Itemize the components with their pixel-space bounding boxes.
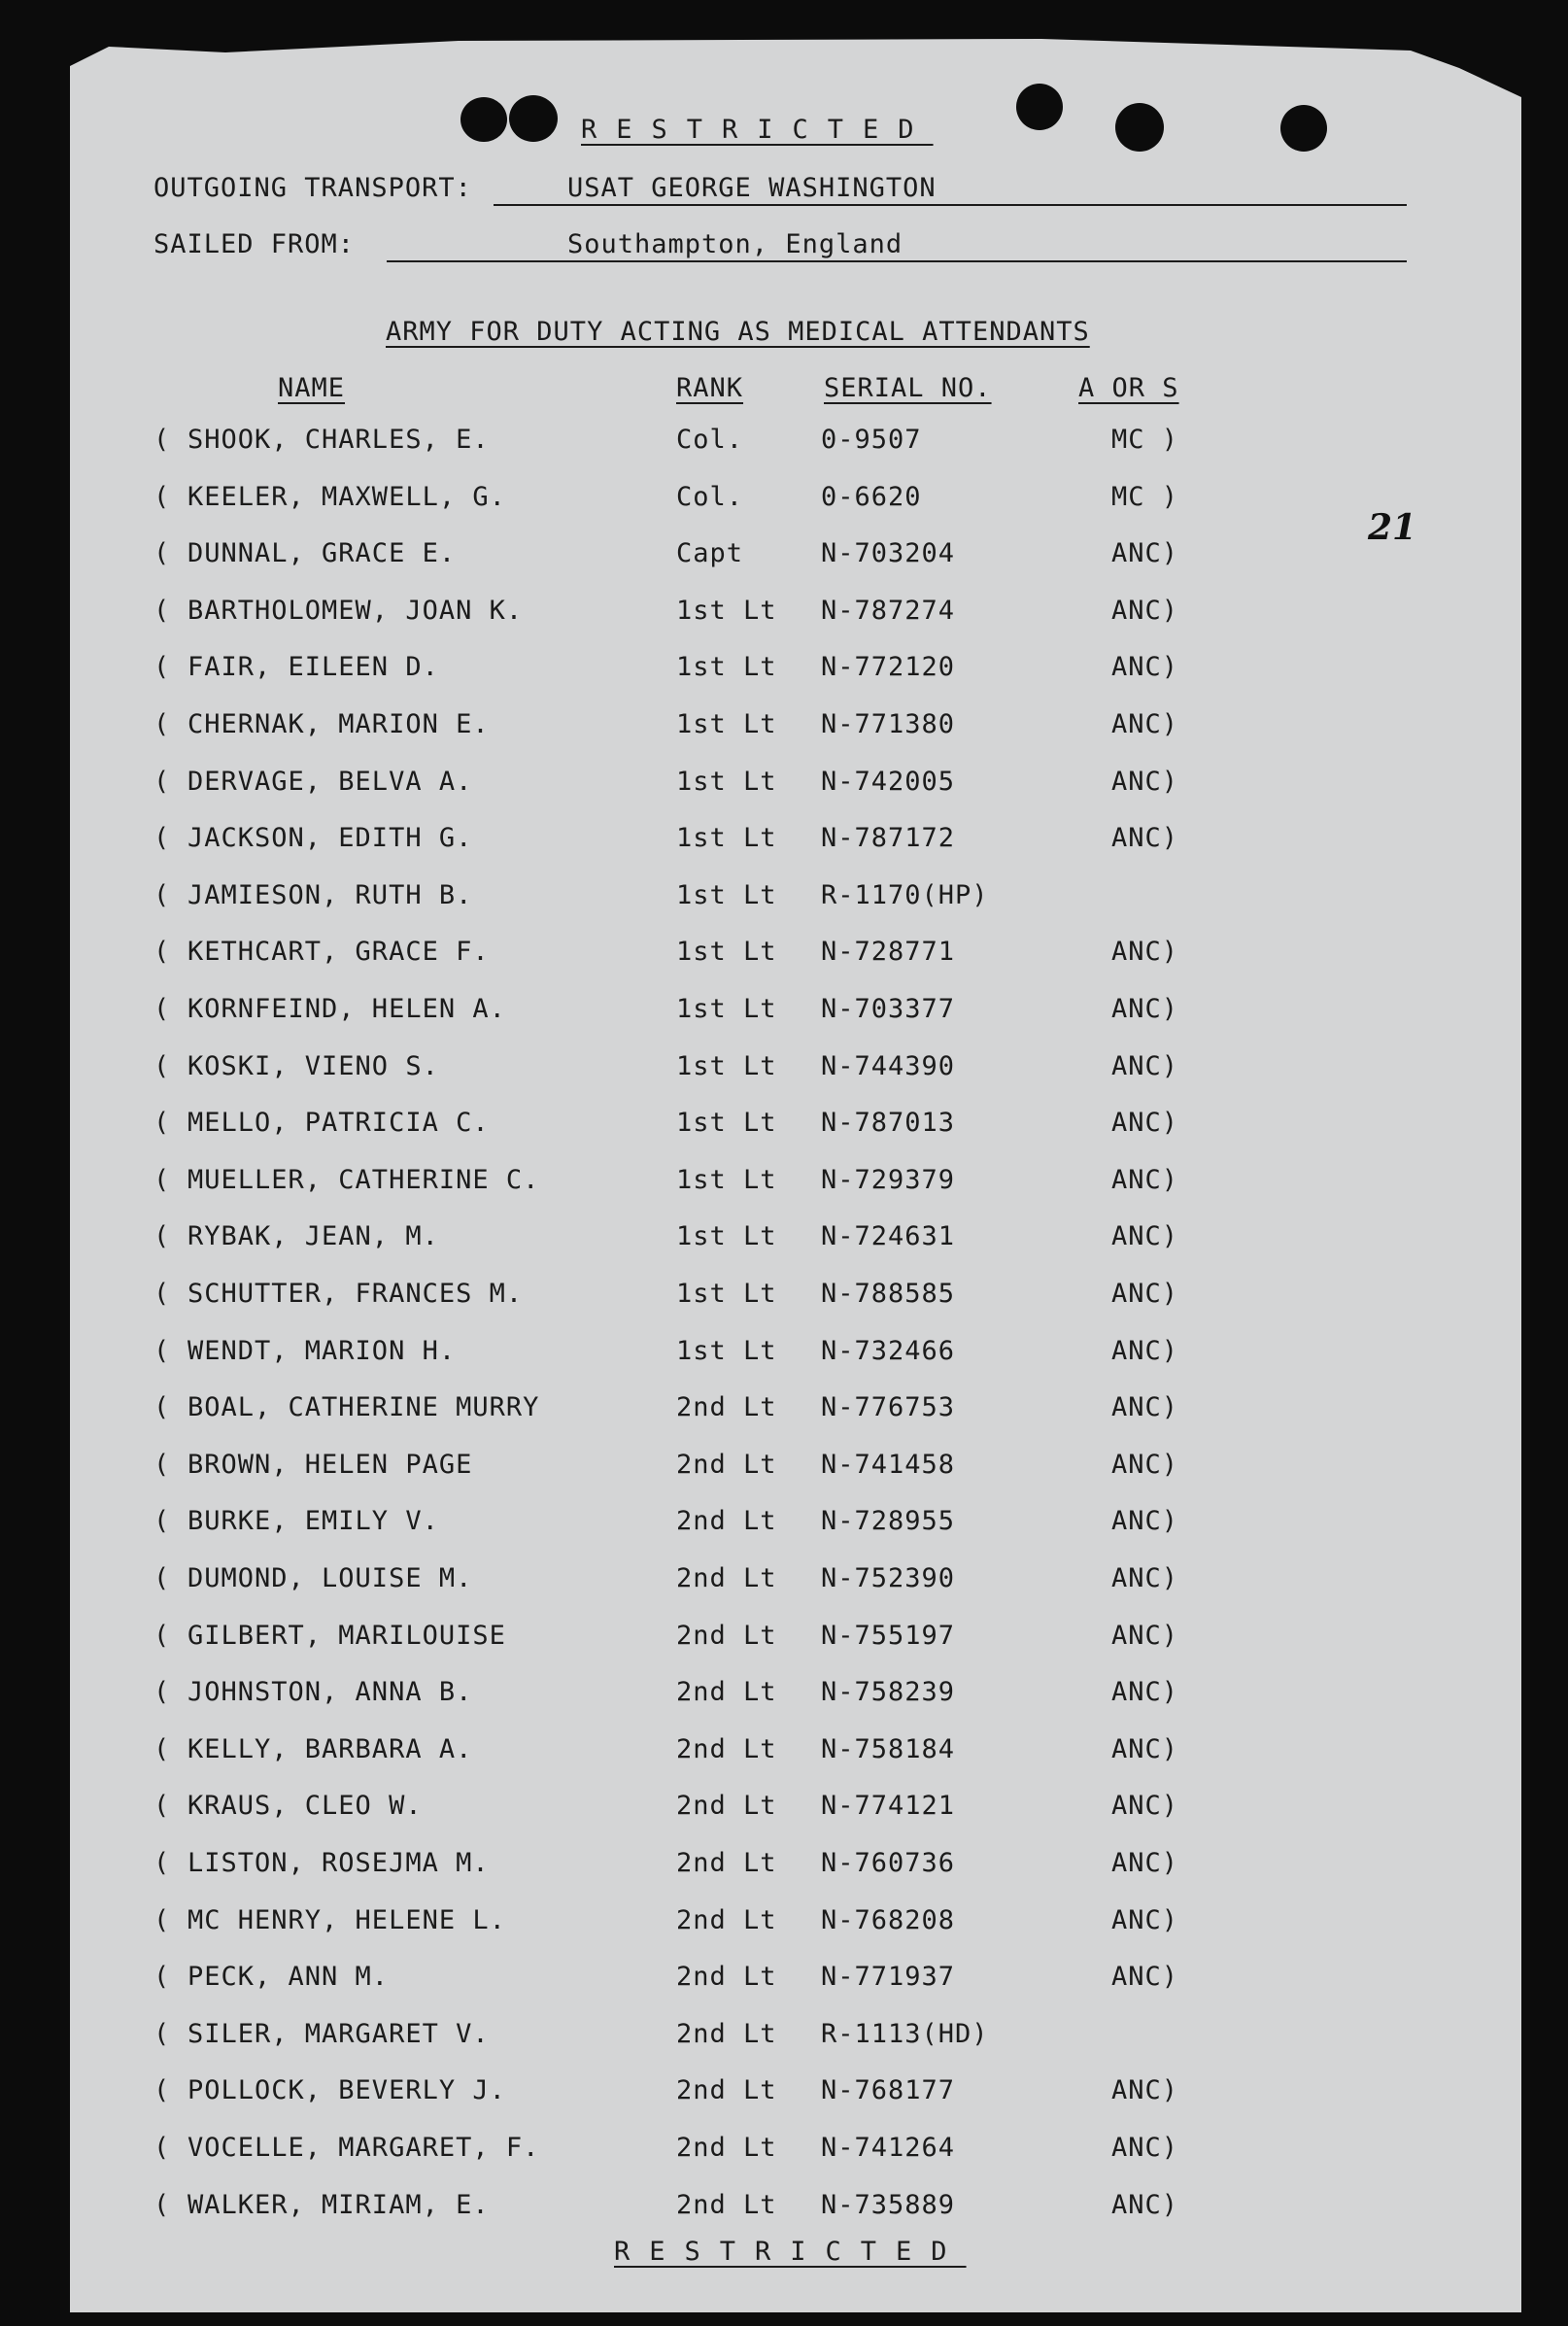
personnel-branch: ANC) (1111, 1050, 1179, 1081)
personnel-rank: 2nd Lt (676, 1791, 777, 1822)
row-paren: ( (153, 1449, 171, 1480)
personnel-branch: ANC) (1111, 1563, 1179, 1593)
table-row (0, 652, 1568, 691)
personnel-rank: 1st Lt (676, 823, 777, 854)
personnel-branch: ANC) (1111, 937, 1179, 968)
personnel-name: MELLO, PATRICIA C. (187, 1108, 490, 1139)
punch-hole (1016, 84, 1063, 130)
personnel-rank: 1st Lt (676, 879, 777, 910)
row-paren: ( (153, 595, 171, 626)
personnel-name: SILER, MARGARET V. (187, 2018, 490, 2049)
personnel-serial: N-724631 (821, 1221, 956, 1252)
punch-hole (1280, 105, 1327, 152)
personnel-serial: N-752390 (821, 1563, 956, 1593)
personnel-serial: N-741458 (821, 1449, 956, 1480)
row-paren: ( (153, 1848, 171, 1878)
table-row (0, 1279, 1568, 1317)
table-row (0, 1734, 1568, 1773)
column-header-rank: RANK (676, 373, 744, 403)
punch-hole (1115, 103, 1164, 152)
personnel-rank: 2nd Lt (676, 1733, 777, 1764)
personnel-name: WALKER, MIRIAM, E. (187, 2189, 490, 2220)
personnel-rank: 1st Lt (676, 1108, 777, 1139)
personnel-rank: 2nd Lt (676, 2189, 777, 2220)
personnel-rank: Col. (676, 481, 744, 512)
row-paren: ( (153, 1563, 171, 1593)
personnel-branch: ANC) (1111, 652, 1179, 683)
personnel-branch: ANC) (1111, 1904, 1179, 1935)
personnel-name: MC HENRY, HELENE L. (187, 1904, 506, 1935)
table-row (0, 1506, 1568, 1545)
personnel-name: BARTHOLOMEW, JOAN K. (187, 595, 524, 626)
personnel-name: SCHUTTER, FRANCES M. (187, 1279, 524, 1309)
personnel-serial: N-776753 (821, 1392, 956, 1423)
row-paren: ( (153, 1904, 171, 1935)
personnel-serial: N-744390 (821, 1050, 956, 1081)
personnel-serial: N-742005 (821, 766, 956, 797)
personnel-rank: 2nd Lt (676, 2018, 777, 2049)
row-paren: ( (153, 1506, 171, 1537)
personnel-rank: 2nd Lt (676, 1620, 777, 1651)
personnel-rank: 2nd Lt (676, 1904, 777, 1935)
table-row (0, 1848, 1568, 1887)
restricted-header: RESTRICTED (581, 115, 934, 145)
row-paren: ( (153, 1620, 171, 1651)
row-paren: ( (153, 1733, 171, 1764)
personnel-rank: 1st Lt (676, 1221, 777, 1252)
personnel-branch: ANC) (1111, 1620, 1179, 1651)
personnel-rank: 2nd Lt (676, 1848, 777, 1878)
personnel-serial: N-788585 (821, 1279, 956, 1309)
personnel-name: KORNFEIND, HELEN A. (187, 994, 506, 1024)
personnel-name: KRAUS, CLEO W. (187, 1791, 423, 1822)
row-paren: ( (153, 538, 171, 569)
personnel-name: BOAL, CATHERINE MURRY (187, 1392, 540, 1423)
row-paren: ( (153, 652, 171, 683)
personnel-serial: N-755197 (821, 1620, 956, 1651)
row-paren: ( (153, 2189, 171, 2220)
personnel-serial: N-787172 (821, 823, 956, 854)
transport-label: OUTGOING TRANSPORT: (153, 173, 472, 203)
row-paren: ( (153, 879, 171, 910)
personnel-rank: 2nd Lt (676, 1563, 777, 1593)
personnel-rank: 1st Lt (676, 994, 777, 1024)
table-row (0, 1450, 1568, 1488)
punch-hole (460, 97, 507, 142)
personnel-name: GILBERT, MARILOUISE (187, 1620, 506, 1651)
transport-value: USAT GEORGE WASHINGTON (567, 173, 937, 203)
personnel-rank: Col. (676, 425, 744, 455)
table-row (0, 1905, 1568, 1944)
section-title: ARMY FOR DUTY ACTING AS MEDICAL ATTENDANTS (386, 317, 1090, 347)
personnel-branch: ANC) (1111, 2189, 1179, 2220)
table-row (0, 2190, 1568, 2229)
row-paren: ( (153, 425, 171, 455)
personnel-serial: N-760736 (821, 1848, 956, 1878)
personnel-serial: N-735889 (821, 2189, 956, 2220)
personnel-branch: ANC) (1111, 1392, 1179, 1423)
personnel-rank: 1st Lt (676, 709, 777, 739)
column-header-name: NAME (278, 373, 346, 403)
personnel-branch: MC ) (1111, 481, 1179, 512)
row-paren: ( (153, 766, 171, 797)
personnel-branch: ANC) (1111, 2075, 1179, 2106)
table-row (0, 767, 1568, 805)
personnel-name: KOSKI, VIENO S. (187, 1050, 439, 1081)
table-row (0, 1051, 1568, 1090)
personnel-serial: N-768208 (821, 1904, 956, 1935)
personnel-branch: ANC) (1111, 538, 1179, 569)
personnel-serial: N-703204 (821, 538, 956, 569)
personnel-branch: ANC) (1111, 1449, 1179, 1480)
table-row (0, 1108, 1568, 1146)
table-row (0, 994, 1568, 1033)
personnel-rank: 2nd Lt (676, 2133, 777, 2163)
personnel-serial: N-741264 (821, 2133, 956, 2163)
personnel-name: BROWN, HELEN PAGE (187, 1449, 473, 1480)
personnel-rank: 2nd Lt (676, 1506, 777, 1537)
table-row (0, 1677, 1568, 1716)
personnel-serial: N-728955 (821, 1506, 956, 1537)
table-row (0, 937, 1568, 975)
personnel-branch: ANC) (1111, 1962, 1179, 1993)
personnel-rank: 1st Lt (676, 595, 777, 626)
row-paren: ( (153, 481, 171, 512)
personnel-rank: 1st Lt (676, 1279, 777, 1309)
personnel-branch: ANC) (1111, 1506, 1179, 1537)
personnel-rank: 2nd Lt (676, 1449, 777, 1480)
row-paren: ( (153, 1392, 171, 1423)
personnel-name: WENDT, MARION H. (187, 1335, 457, 1366)
personnel-branch: ANC) (1111, 1733, 1179, 1764)
personnel-serial: N-771380 (821, 709, 956, 739)
personnel-serial: N-774121 (821, 1791, 956, 1822)
personnel-name: DUNNAL, GRACE E. (187, 538, 457, 569)
table-row (0, 482, 1568, 521)
personnel-name: KETHCART, GRACE F. (187, 937, 490, 968)
personnel-branch: ANC) (1111, 994, 1179, 1024)
restricted-footer: RESTRICTED (614, 2237, 967, 2267)
personnel-serial: N-772120 (821, 652, 956, 683)
table-row (0, 1392, 1568, 1431)
row-paren: ( (153, 937, 171, 968)
transport-rule (494, 204, 1407, 206)
personnel-rank: 1st Lt (676, 937, 777, 968)
personnel-serial: N-787274 (821, 595, 956, 626)
personnel-name: VOCELLE, MARGARET, F. (187, 2133, 540, 2163)
table-row (0, 2133, 1568, 2172)
personnel-name: CHERNAK, MARION E. (187, 709, 490, 739)
personnel-rank: 2nd Lt (676, 2075, 777, 2106)
personnel-branch: ANC) (1111, 1677, 1179, 1708)
row-paren: ( (153, 1791, 171, 1822)
row-paren: ( (153, 2075, 171, 2106)
row-paren: ( (153, 1677, 171, 1708)
personnel-name: KELLY, BARBARA A. (187, 1733, 473, 1764)
personnel-branch: ANC) (1111, 1335, 1179, 1366)
row-paren: ( (153, 2018, 171, 2049)
table-row (0, 880, 1568, 919)
personnel-name: RYBAK, JEAN, M. (187, 1221, 439, 1252)
column-header-aors: A OR S (1078, 373, 1179, 403)
personnel-branch: ANC) (1111, 766, 1179, 797)
personnel-rank: 2nd Lt (676, 1677, 777, 1708)
personnel-serial: N-787013 (821, 1108, 956, 1139)
personnel-rank: 1st Lt (676, 652, 777, 683)
row-paren: ( (153, 1279, 171, 1309)
row-paren: ( (153, 1962, 171, 1993)
personnel-name: PECK, ANN M. (187, 1962, 390, 1993)
table-row (0, 1563, 1568, 1602)
sailed-from-value: Southampton, England (567, 229, 903, 259)
personnel-serial: N-768177 (821, 2075, 956, 2106)
margin-page-note: 21 (1368, 507, 1417, 548)
personnel-serial: N-703377 (821, 994, 956, 1024)
personnel-branch: ANC) (1111, 595, 1179, 626)
personnel-serial: N-771937 (821, 1962, 956, 1993)
personnel-serial: N-758239 (821, 1677, 956, 1708)
personnel-serial: N-758184 (821, 1733, 956, 1764)
personnel-branch: ANC) (1111, 1221, 1179, 1252)
table-row (0, 538, 1568, 577)
personnel-name: MUELLER, CATHERINE C. (187, 1164, 540, 1195)
row-paren: ( (153, 823, 171, 854)
personnel-name: KEELER, MAXWELL, G. (187, 481, 506, 512)
table-row (0, 1336, 1568, 1375)
row-paren: ( (153, 709, 171, 739)
personnel-rank: 1st Lt (676, 766, 777, 797)
personnel-branch: ANC) (1111, 709, 1179, 739)
row-paren: ( (153, 1221, 171, 1252)
personnel-name: DUMOND, LOUISE M. (187, 1563, 473, 1593)
personnel-rank: 2nd Lt (676, 1962, 777, 1993)
personnel-branch: MC ) (1111, 425, 1179, 455)
sailed-from-rule (387, 260, 1407, 262)
personnel-rank: 1st Lt (676, 1335, 777, 1366)
table-row (0, 1221, 1568, 1260)
personnel-name: DERVAGE, BELVA A. (187, 766, 473, 797)
personnel-name: SHOOK, CHARLES, E. (187, 425, 490, 455)
personnel-serial: R-1170(HP) (821, 879, 989, 910)
sailed-from-label: SAILED FROM: (153, 229, 356, 259)
row-paren: ( (153, 2133, 171, 2163)
row-paren: ( (153, 1108, 171, 1139)
personnel-serial: 0-9507 (821, 425, 922, 455)
table-row (0, 1621, 1568, 1659)
personnel-branch: ANC) (1111, 1279, 1179, 1309)
personnel-name: BURKE, EMILY V. (187, 1506, 439, 1537)
personnel-branch: ANC) (1111, 1791, 1179, 1822)
personnel-branch: ANC) (1111, 1848, 1179, 1878)
personnel-branch: ANC) (1111, 823, 1179, 854)
row-paren: ( (153, 1335, 171, 1366)
personnel-serial: N-732466 (821, 1335, 956, 1366)
personnel-name: JOHNSTON, ANNA B. (187, 1677, 473, 1708)
personnel-name: JAMIESON, RUTH B. (187, 879, 473, 910)
personnel-serial: R-1113(HD) (821, 2018, 989, 2049)
table-row (0, 1165, 1568, 1204)
personnel-name: FAIR, EILEEN D. (187, 652, 439, 683)
table-row (0, 425, 1568, 463)
punch-hole (509, 95, 558, 142)
column-header-serial: SERIAL NO. (824, 373, 992, 403)
table-row (0, 1962, 1568, 2001)
personnel-serial: N-729379 (821, 1164, 956, 1195)
personnel-branch: ANC) (1111, 2133, 1179, 2163)
personnel-name: LISTON, ROSEJMA M. (187, 1848, 490, 1878)
row-paren: ( (153, 994, 171, 1024)
personnel-rank: 1st Lt (676, 1050, 777, 1081)
personnel-branch: ANC) (1111, 1164, 1179, 1195)
table-row (0, 2075, 1568, 2114)
personnel-rank: Capt (676, 538, 744, 569)
table-row (0, 823, 1568, 862)
personnel-name: JACKSON, EDITH G. (187, 823, 473, 854)
row-paren: ( (153, 1050, 171, 1081)
personnel-serial: N-728771 (821, 937, 956, 968)
personnel-branch: ANC) (1111, 1108, 1179, 1139)
personnel-rank: 2nd Lt (676, 1392, 777, 1423)
personnel-serial: 0-6620 (821, 481, 922, 512)
table-row (0, 1791, 1568, 1830)
table-row (0, 2019, 1568, 2058)
personnel-rank: 1st Lt (676, 1164, 777, 1195)
table-row (0, 709, 1568, 748)
table-row (0, 596, 1568, 634)
row-paren: ( (153, 1164, 171, 1195)
personnel-name: POLLOCK, BEVERLY J. (187, 2075, 506, 2106)
